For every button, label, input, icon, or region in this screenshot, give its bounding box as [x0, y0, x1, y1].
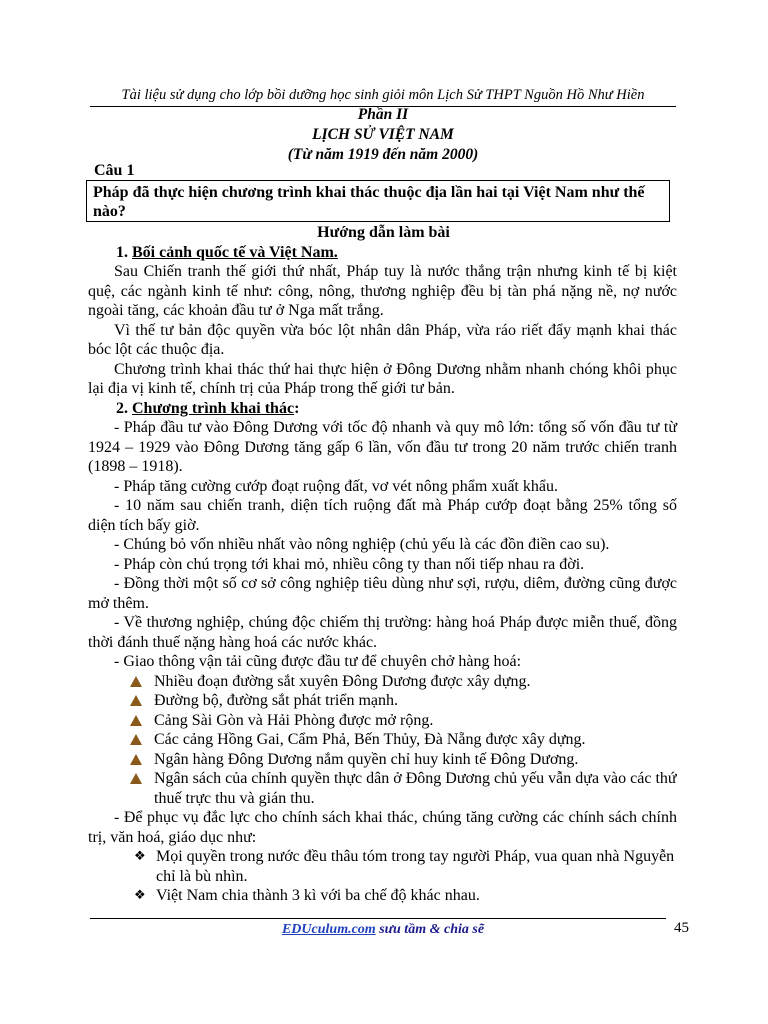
policy-list [114, 847, 677, 906]
page-title: LỊCH SỬ VIỆT NAM [312, 126, 454, 143]
list-item [126, 847, 677, 886]
page-subtitle: (Từ năm 1919 đến năm 2000) [287, 146, 479, 163]
list-item-text: Các cảng Hồng Gai, Cẩm Phả, Bến Thủy, Đà Nẵng được xây dựng. [154, 731, 586, 748]
question-text: Pháp đã thực hiện chương trình khai thác thuộc địa lần hai tại Việt Nam như thế nào? [93, 184, 645, 220]
footer-site-link[interactable]: EDUculum.com [281, 922, 376, 937]
triangle-bullet-icon [130, 754, 142, 765]
list-item [126, 730, 677, 750]
section-2-item: - Pháp còn chú trọng tới khai mỏ, nhiều công ty than nối tiếp nhau ra đời. [114, 555, 585, 573]
list-item-text: Ngân hàng Đông Dương nắm quyền chỉ huy kinh tế Đông Dương. [154, 750, 579, 768]
section-1-heading [116, 243, 677, 263]
diamond-bullet-icon: ❖ [134, 888, 146, 903]
section-1-paragraph: Sau Chiến tranh thế giới thứ nhất, Pháp tuy là nước thắng trận nhưng kinh tế bị kiệt quệ, các ngành kinh tế như: công, nông, thương nghiệp đều bị tàn phá nặng nề, nợ nước ngoài tăng, các khoản đầu tư ở Nga mất trắng. [88, 263, 677, 319]
list-item-text: Ngân sách của chính quyền thực dân ở Đông Dương chủ yếu vẫn dựa vào các thứ thuế trực thu và gián thu. [154, 770, 677, 807]
list-item [126, 750, 677, 770]
list-item [126, 691, 677, 711]
section-2-colon: : [294, 399, 300, 417]
answer-body [88, 223, 677, 906]
list-item-text: Việt Nam chia thành 3 kì với ba chế độ khác nhau. [156, 887, 480, 904]
section-1-paragraph: Vì thế tư bản độc quyền vừa bóc lột nhân dân Pháp, vừa ráo riết đẩy mạnh khai thác bóc lột các thuộc địa. [88, 321, 677, 358]
section-1-number: 1. [116, 243, 128, 261]
footer-divider [90, 918, 666, 919]
guide-heading: Hướng dẫn làm bài [317, 224, 450, 241]
list-item [126, 672, 677, 692]
section-2-item: - Giao thông vận tải cũng được đầu tư để chuyên chở hàng hoá: [114, 653, 522, 670]
section-2-item: - Pháp đầu tư vào Đông Dương với tốc độ nhanh và quy mô lớn: tổng số vốn đầu tư từ 1924 – 1929 vào Đông Dương tăng gấp 6 lần, vốn đầu tư trong 20 năm trước chiến tranh (1898 – 1918). [88, 419, 677, 475]
part-label: Phần II [357, 106, 409, 123]
transport-list [114, 672, 677, 809]
diamond-bullet-icon: ❖ [134, 849, 146, 864]
triangle-bullet-icon [130, 715, 142, 726]
section-2-item: - Về thương nghiệp, chúng độc chiếm thị trường: hàng hoá Pháp được miễn thuế, đồng thời đánh thuế nặng hàng hoá các nước khác. [88, 614, 677, 651]
page-number: 45 [674, 920, 689, 936]
list-item-text: Cảng Sài Gòn và Hải Phòng được mở rộng. [154, 711, 434, 729]
triangle-bullet-icon [130, 676, 142, 687]
triangle-bullet-icon [130, 734, 142, 745]
section-2-item: - 10 năm sau chiến tranh, diện tích ruộng đất mà Pháp cướp đoạt bằng 25% tổng số diện tích bấy giờ. [88, 497, 677, 534]
section-2-item: - Chúng bỏ vốn nhiều nhất vào nông nghiệp (chủ yếu là các đồn điền cao su). [114, 536, 610, 553]
policy-intro: - Để phục vụ đắc lực cho chính sách khai thác, chúng tăng cường các chính sách chính trị, văn hoá, giáo dục như: [88, 809, 677, 846]
section-2-heading [116, 399, 677, 419]
list-item-text: Nhiều đoạn đường sắt xuyên Đông Dương được xây dựng. [154, 672, 531, 690]
question-box [86, 180, 670, 222]
section-2-item: - Đồng thời một số cơ sở công nghiệp tiêu dùng như sợi, rượu, diêm, đường cũng được mở thêm. [88, 575, 677, 612]
footer [90, 922, 676, 938]
list-item-text: Mọi quyền trong nước đều thâu tóm trong tay người Pháp, vua quan nhà Nguyễn chỉ là bù nhìn. [156, 848, 675, 885]
running-header: Tài liệu sử dụng cho lớp bồi dưỡng học sinh giỏi môn Lịch Sử THPT Nguồn Hồ Như Hiền [90, 86, 676, 107]
list-item-text: Đường bộ, đường sắt phát triển mạnh. [154, 692, 399, 709]
section-2-number: 2. [116, 399, 128, 417]
section-2-item: - Pháp tăng cường cướp đoạt ruộng đất, vơ vét nông phẩm xuất khẩu. [114, 477, 558, 495]
list-item [126, 711, 677, 731]
question-label: Câu 1 [94, 162, 135, 179]
triangle-bullet-icon [130, 695, 142, 706]
section-1-title: Bối cảnh quốc tế và Việt Nam. [132, 243, 338, 261]
triangle-bullet-icon [130, 773, 142, 784]
section-2-title: Chương trình khai thác [132, 399, 295, 417]
list-item [126, 886, 677, 906]
section-1-paragraph: Chương trình khai thác thứ hai thực hiện ở Đông Dương nhằm nhanh chóng khôi phục lại địa vị kinh tế, chính trị của Pháp trong thế giới tư bản. [88, 360, 677, 397]
footer-suffix: sưu tầm & chia sẽ [375, 922, 485, 937]
list-item [126, 769, 677, 808]
